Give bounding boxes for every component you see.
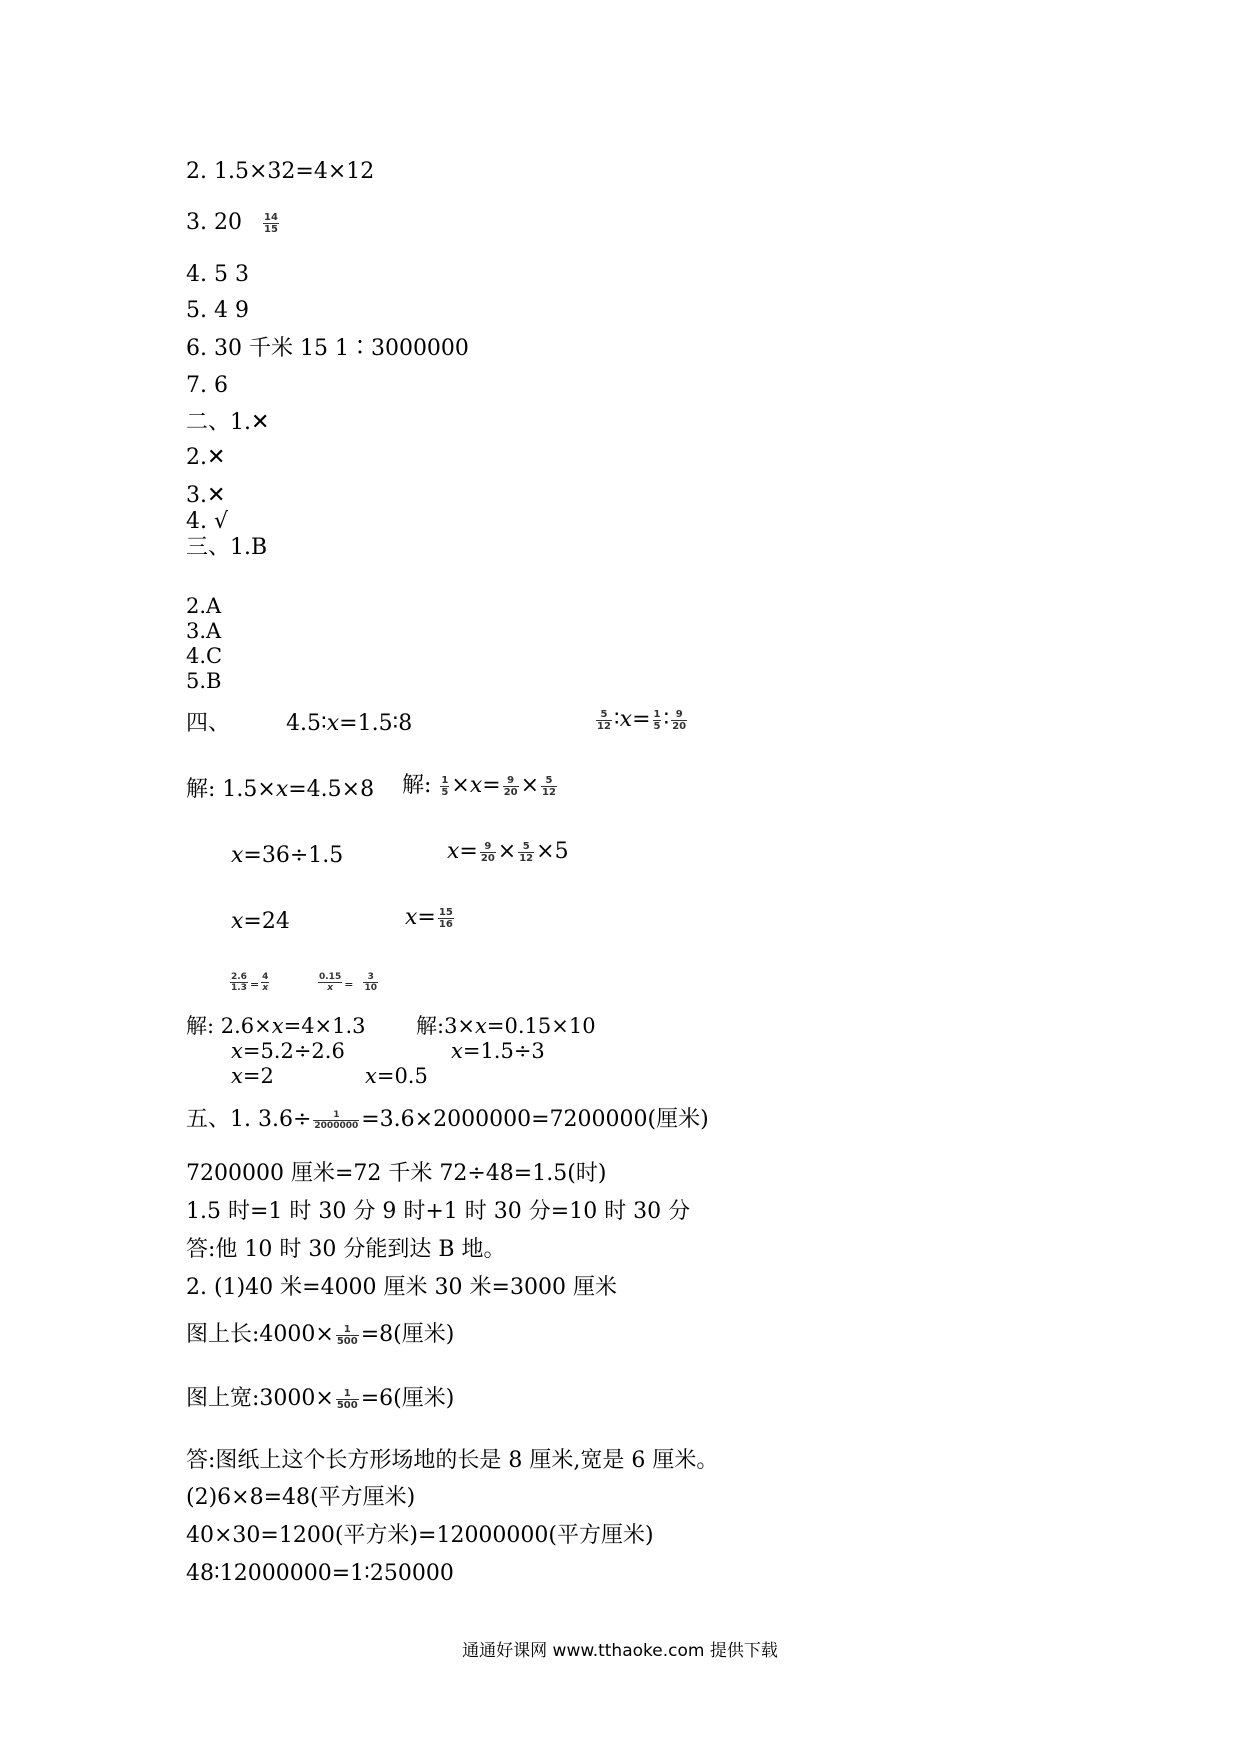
solution-4-step-3: x=0.5 bbox=[365, 1064, 428, 1088]
answer-1-3-text: 3. 20 bbox=[186, 210, 242, 235]
fraction: $\frac{5}{12}$ bbox=[542, 774, 556, 798]
solution-3-step-3: x=2 bbox=[231, 1064, 274, 1088]
fraction: $\frac{1}{500}$ bbox=[336, 1387, 358, 1411]
answer-1-7: 7. 6 bbox=[186, 373, 228, 398]
problem-5-2-length: 图上长:4000× $\frac{1}{500}$ =8(厘米) bbox=[186, 1322, 455, 1347]
solution-3-step-1: 解: 2.6×x=4×1.3 bbox=[186, 1014, 366, 1038]
answer-3-2: 2.A bbox=[186, 594, 222, 618]
problem-5-2-part-2-line-2: 40×30=1200(平方米)=12000000(平方厘米) bbox=[186, 1523, 654, 1548]
fraction: $\frac{14}{15}$ bbox=[263, 211, 278, 235]
solution-1-step-2: x=36÷1.5 bbox=[231, 843, 344, 868]
problem-5-2-line-1: 2. (1)40 米=4000 厘米 30 米=3000 厘米 bbox=[186, 1275, 617, 1300]
page-footer: 通通好课网 www.tthaoke.com 提供下载 bbox=[462, 1641, 778, 1661]
problem-5-2-part-2-line-1: (2)6×8=48(平方厘米) bbox=[186, 1485, 416, 1510]
fraction: $\frac{9}{20}$ bbox=[480, 840, 495, 864]
solution-1-step-3: x=24 bbox=[231, 909, 290, 934]
fraction: $\frac{4}{x}$ bbox=[262, 971, 269, 993]
problem-5-2-width: 图上宽:3000× $\frac{1}{500}$ =6(厘米) bbox=[186, 1386, 455, 1411]
answer-3-1: 三、1.B bbox=[186, 535, 268, 560]
answer-1-2: 2. 1.5×32=4×12 bbox=[186, 159, 375, 184]
fraction: $\frac{1}{2000000}$ bbox=[314, 1109, 359, 1131]
equation-1: 4.5∶x=1.5∶8 bbox=[286, 711, 413, 736]
answer-2-1: 二、1.✕ bbox=[186, 410, 270, 435]
answer-1-6: 6. 30 千米 15 1∶3000000 bbox=[186, 336, 469, 361]
solution-1-step-1: 解: 1.5×x=4.5×8 bbox=[186, 777, 375, 802]
problem-5-1-line-2: 7200000 厘米=72 千米 72÷48=1.5(时) bbox=[186, 1161, 607, 1186]
solution-3-step-2: x=5.2÷2.6 bbox=[231, 1039, 345, 1063]
fraction: $\frac{15}{16}$ bbox=[438, 906, 453, 930]
section-4-heading: 四、 bbox=[186, 711, 231, 736]
answer-1-4: 4. 5 3 bbox=[186, 262, 249, 287]
problem-5-1-line-3: 1.5 时=1 时 30 分 9 时+1 时 30 分=10 时 30 分 bbox=[186, 1199, 691, 1224]
solution-2-step-1: 解: $\frac{1}{5}$ ×x= $\frac{9}{20}$ × $\frac{5}{12}$ bbox=[402, 773, 556, 798]
fraction: $\frac{5}{12}$ bbox=[597, 708, 611, 732]
fraction: $\frac{1}{5}$ bbox=[441, 774, 449, 798]
fraction: $\frac{2.6}{1.3}$ bbox=[231, 971, 247, 993]
problem-5-2-answer: 答:图纸上这个长方形场地的长是 8 厘米,宽是 6 厘米。 bbox=[186, 1448, 719, 1473]
fraction: $\frac{0.15}{x}$ bbox=[319, 971, 342, 993]
answer-3-5: 5.B bbox=[186, 669, 222, 693]
fraction: $\frac{9}{20}$ bbox=[503, 774, 518, 798]
solution-2-step-2: x= $\frac{9}{20}$ × $\frac{5}{12}$ ×5 bbox=[447, 839, 569, 864]
fraction: $\frac{1}{500}$ bbox=[336, 1323, 358, 1347]
answer-2-2: 2.✕ bbox=[186, 445, 226, 470]
fraction: $\frac{5}{12}$ bbox=[519, 840, 534, 864]
answer-1-3 bbox=[186, 209, 281, 237]
proportion-4: $\frac{0.15}{x}$ = $\frac{3}{10}$ bbox=[319, 971, 377, 993]
problem-5-1-answer: 答:他 10 时 30 分能到达 B 地。 bbox=[186, 1237, 506, 1262]
answer-1-5: 5. 4 9 bbox=[186, 298, 249, 323]
proportion-3: $\frac{2.6}{1.3}$ = $\frac{4}{x}$ bbox=[231, 971, 269, 993]
solution-4-step-1: 解:3×x=0.15×10 bbox=[416, 1014, 596, 1038]
answer-3-4: 4.C bbox=[186, 644, 223, 668]
solution-4-step-2: x=1.5÷3 bbox=[451, 1039, 545, 1063]
fraction: $\frac{1}{5}$ bbox=[653, 708, 661, 732]
answer-2-4: 4. √ bbox=[186, 509, 229, 534]
problem-5-2-part-2-line-3: 48∶12000000=1∶250000 bbox=[186, 1561, 454, 1586]
answer-2-3: 3.✕ bbox=[186, 483, 226, 508]
fraction: $\frac{9}{20}$ bbox=[672, 708, 687, 732]
solution-2-step-3: x= $\frac{15}{16}$ bbox=[405, 905, 453, 930]
fraction: $\frac{3}{10}$ bbox=[364, 971, 377, 993]
problem-5-1-line-1: 五、1. 3.6÷ $\frac{1}{2000000}$ =3.6×2000000=7200000(厘米) bbox=[186, 1107, 709, 1132]
equation-2: $\frac{5}{12}$ ∶x= $\frac{1}{5}$ ∶ $\frac{9}{20}$ bbox=[597, 707, 687, 732]
answer-3-3: 3.A bbox=[186, 619, 222, 643]
